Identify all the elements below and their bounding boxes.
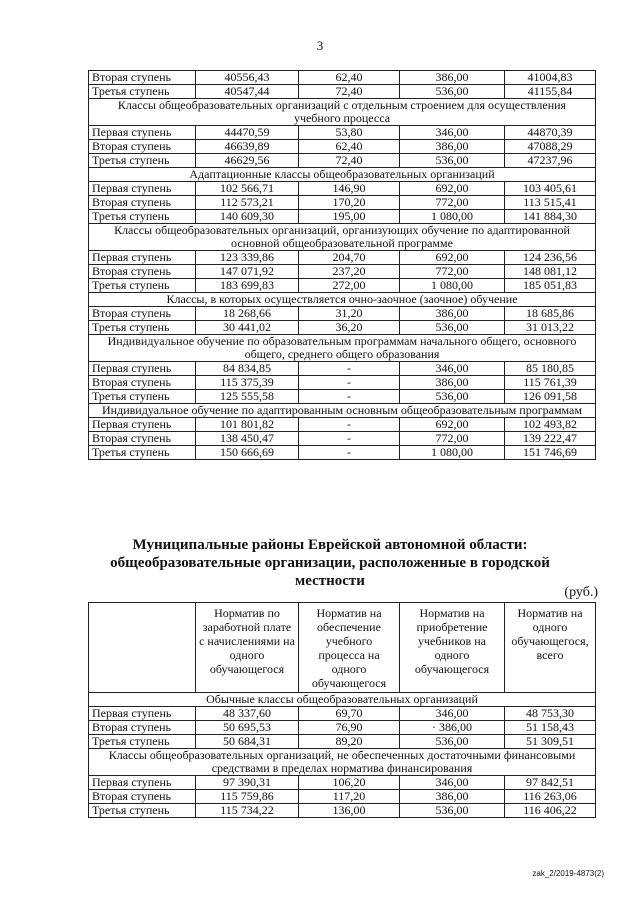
process-norm-cell: 62,40 bbox=[299, 140, 400, 154]
salary-norm-cell: 112 573,21 bbox=[196, 196, 299, 210]
row-label: Вторая ступень bbox=[89, 432, 196, 446]
table-row bbox=[89, 265, 596, 279]
total-norm-cell: 44870,39 bbox=[505, 126, 596, 140]
books-norm-cell: 386,00 bbox=[400, 376, 505, 390]
section-row bbox=[89, 335, 596, 362]
process-norm-cell: 62,40 bbox=[299, 71, 400, 85]
header-blank bbox=[89, 603, 196, 693]
row-label: Первая ступень bbox=[89, 251, 196, 265]
row-label: Первая ступень bbox=[89, 362, 196, 376]
table-row bbox=[89, 154, 596, 168]
books-norm-cell: · 386,00 bbox=[400, 721, 505, 735]
books-norm-cell: 346,00 bbox=[400, 707, 505, 721]
header-total-norm: Норматив на одного обучающегося, всего bbox=[505, 603, 596, 693]
table-row bbox=[89, 126, 596, 140]
row-label: Третья ступень bbox=[89, 321, 196, 335]
section-title: Классы, в которых осуществляется очно-заочное (заочное) обучение bbox=[89, 293, 596, 307]
section-row bbox=[89, 293, 596, 307]
books-norm-cell: 536,00 bbox=[400, 321, 505, 335]
table-row bbox=[89, 790, 596, 804]
process-norm-cell: 195,00 bbox=[299, 210, 400, 224]
section-title: Адаптационные классы общеобразовательных организаций bbox=[89, 168, 596, 182]
books-norm-cell: 1 080,00 bbox=[400, 279, 505, 293]
total-norm-cell: 41155,84 bbox=[505, 85, 596, 99]
row-label: Вторая ступень bbox=[89, 140, 196, 154]
row-label: Первая ступень bbox=[89, 418, 196, 432]
row-label: Вторая ступень bbox=[89, 376, 196, 390]
total-norm-cell: 139 222,47 bbox=[505, 432, 596, 446]
row-label: Третья ступень bbox=[89, 390, 196, 404]
table-row bbox=[89, 721, 596, 735]
section-row bbox=[89, 168, 596, 182]
row-label: Третья ступень bbox=[89, 446, 196, 460]
table-row bbox=[89, 362, 596, 376]
total-norm-cell: 103 405,61 bbox=[505, 182, 596, 196]
total-norm-cell: 48 753,30 bbox=[505, 707, 596, 721]
salary-norm-cell: 50 684,31 bbox=[196, 735, 299, 749]
table-row bbox=[89, 251, 596, 265]
section-row bbox=[89, 693, 596, 707]
process-norm-cell: 204,70 bbox=[299, 251, 400, 265]
salary-norm-cell: 40556,43 bbox=[196, 71, 299, 85]
books-norm-cell: 536,00 bbox=[400, 390, 505, 404]
books-norm-cell: 386,00 bbox=[400, 71, 505, 85]
process-norm-cell: 106,20 bbox=[299, 776, 400, 790]
salary-norm-cell: 50 695,53 bbox=[196, 721, 299, 735]
process-norm-cell: 31,20 bbox=[299, 307, 400, 321]
salary-norm-cell: 125 555,58 bbox=[196, 390, 299, 404]
table-row bbox=[89, 321, 596, 335]
salary-norm-cell: 84 834,85 bbox=[196, 362, 299, 376]
table-row bbox=[89, 182, 596, 196]
books-norm-cell: 346,00 bbox=[400, 126, 505, 140]
process-norm-cell: - bbox=[299, 390, 400, 404]
table-row bbox=[89, 196, 596, 210]
total-norm-cell: 113 515,41 bbox=[505, 196, 596, 210]
table-row bbox=[89, 776, 596, 790]
process-norm-cell: 146,90 bbox=[299, 182, 400, 196]
process-norm-cell: - bbox=[299, 376, 400, 390]
salary-norm-cell: 138 450,47 bbox=[196, 432, 299, 446]
salary-norm-cell: 101 801,82 bbox=[196, 418, 299, 432]
total-norm-cell: 185 051,83 bbox=[505, 279, 596, 293]
books-norm-cell: 386,00 bbox=[400, 140, 505, 154]
total-norm-cell: 31 013,22 bbox=[505, 321, 596, 335]
salary-norm-cell: 30 441,02 bbox=[196, 321, 299, 335]
salary-norm-cell: 140 609,30 bbox=[196, 210, 299, 224]
salary-norm-cell: 40547,44 bbox=[196, 85, 299, 99]
salary-norm-cell: 115 759,86 bbox=[196, 790, 299, 804]
process-norm-cell: 76,90 bbox=[299, 721, 400, 735]
total-norm-cell: 41004,83 bbox=[505, 71, 596, 85]
total-norm-cell: 47088,29 bbox=[505, 140, 596, 154]
total-norm-cell: 51 158,43 bbox=[505, 721, 596, 735]
process-norm-cell: - bbox=[299, 432, 400, 446]
total-norm-cell: 148 081,12 bbox=[505, 265, 596, 279]
table-row bbox=[89, 71, 596, 85]
norms-table-urban bbox=[88, 602, 596, 818]
total-norm-cell: 124 236,56 bbox=[505, 251, 596, 265]
section-title: Классы общеобразовательных организаций, организующих обучение по адаптированной основной общеобразовательной программе bbox=[89, 224, 596, 251]
books-norm-cell: 386,00 bbox=[400, 790, 505, 804]
row-label: Первая ступень bbox=[89, 126, 196, 140]
table-row bbox=[89, 735, 596, 749]
salary-norm-cell: 44470,59 bbox=[196, 126, 299, 140]
process-norm-cell: 117,20 bbox=[299, 790, 400, 804]
row-label: Третья ступень bbox=[89, 210, 196, 224]
row-label: Вторая ступень bbox=[89, 721, 196, 735]
salary-norm-cell: 183 699,83 bbox=[196, 279, 299, 293]
total-norm-cell: 97 842,51 bbox=[505, 776, 596, 790]
header-books-norm: Норматив на приобретение учебников на одного обучающегося bbox=[400, 603, 505, 693]
books-norm-cell: 536,00 bbox=[400, 804, 505, 818]
salary-norm-cell: 102 566,71 bbox=[196, 182, 299, 196]
row-label: Первая ступень bbox=[89, 182, 196, 196]
salary-norm-cell: 115 375,39 bbox=[196, 376, 299, 390]
books-norm-cell: 536,00 bbox=[400, 85, 505, 99]
header-row bbox=[89, 603, 596, 693]
table-row bbox=[89, 307, 596, 321]
total-norm-cell: 51 309,51 bbox=[505, 735, 596, 749]
total-norm-cell: 85 180,85 bbox=[505, 362, 596, 376]
table-row bbox=[89, 210, 596, 224]
total-norm-cell: 115 761,39 bbox=[505, 376, 596, 390]
total-norm-cell: 116 263,06 bbox=[505, 790, 596, 804]
table-row bbox=[89, 390, 596, 404]
table-row bbox=[89, 707, 596, 721]
row-label: Третья ступень bbox=[89, 85, 196, 99]
total-norm-cell: 18 685,86 bbox=[505, 307, 596, 321]
section-title: Классы общеобразовательных организаций, не обеспеченных достаточными финансовыми средствами в пределах норматива финансирования bbox=[89, 749, 596, 776]
books-norm-cell: 772,00 bbox=[400, 265, 505, 279]
process-norm-cell: 237,20 bbox=[299, 265, 400, 279]
table-row bbox=[89, 279, 596, 293]
salary-norm-cell: 48 337,60 bbox=[196, 707, 299, 721]
salary-norm-cell: 150 666,69 bbox=[196, 446, 299, 460]
row-label: Вторая ступень bbox=[89, 196, 196, 210]
header-salary-norm: Норматив по заработной плате с начислениями на одного обучающегося bbox=[196, 603, 299, 693]
process-norm-cell: - bbox=[299, 418, 400, 432]
section-row bbox=[89, 224, 596, 251]
row-label: Вторая ступень bbox=[89, 307, 196, 321]
process-norm-cell: 272,00 bbox=[299, 279, 400, 293]
row-label: Третья ступень bbox=[89, 735, 196, 749]
books-norm-cell: 346,00 bbox=[400, 776, 505, 790]
process-norm-cell: - bbox=[299, 446, 400, 460]
table-row bbox=[89, 446, 596, 460]
total-norm-cell: 126 091,58 bbox=[505, 390, 596, 404]
salary-norm-cell: 46629,56 bbox=[196, 154, 299, 168]
salary-norm-cell: 123 339,86 bbox=[196, 251, 299, 265]
section-row bbox=[89, 99, 596, 126]
table-row bbox=[89, 418, 596, 432]
books-norm-cell: 692,00 bbox=[400, 418, 505, 432]
total-norm-cell: 141 884,30 bbox=[505, 210, 596, 224]
total-norm-cell: 102 493,82 bbox=[505, 418, 596, 432]
process-norm-cell: 170,20 bbox=[299, 196, 400, 210]
process-norm-cell: - bbox=[299, 362, 400, 376]
total-norm-cell: 116 406,22 bbox=[505, 804, 596, 818]
books-norm-cell: 386,00 bbox=[400, 307, 505, 321]
table-row bbox=[89, 85, 596, 99]
section-heading: Муниципальные районы Еврейской автономной области: общеобразовательные организации, расположенные в городской местности bbox=[110, 537, 550, 589]
process-norm-cell: 89,20 bbox=[299, 735, 400, 749]
page-number: 3 bbox=[316, 38, 324, 53]
salary-norm-cell: 18 268,66 bbox=[196, 307, 299, 321]
books-norm-cell: 536,00 bbox=[400, 154, 505, 168]
row-label: Вторая ступень bbox=[89, 71, 196, 85]
row-label: Вторая ступень bbox=[89, 790, 196, 804]
salary-norm-cell: 97 390,31 bbox=[196, 776, 299, 790]
books-norm-cell: 772,00 bbox=[400, 196, 505, 210]
section-title: Обычные классы общеобразовательных организаций bbox=[89, 693, 596, 707]
section-row bbox=[89, 404, 596, 418]
currency-unit: (руб.) bbox=[564, 585, 598, 600]
process-norm-cell: 36,20 bbox=[299, 321, 400, 335]
salary-norm-cell: 115 734,22 bbox=[196, 804, 299, 818]
row-label: Третья ступень bbox=[89, 154, 196, 168]
process-norm-cell: 69,70 bbox=[299, 707, 400, 721]
table-row bbox=[89, 432, 596, 446]
section-row bbox=[89, 749, 596, 776]
salary-norm-cell: 147 071,92 bbox=[196, 265, 299, 279]
row-label: Вторая ступень bbox=[89, 265, 196, 279]
document-code: zak_2/2019-4873(2) bbox=[532, 869, 604, 878]
section-title: Индивидуальное обучение по образовательным программам начального общего, основного общего, среднего общего образования bbox=[89, 335, 596, 362]
section-title: Индивидуальное обучение по адаптированным основным общеобразовательным программам bbox=[89, 404, 596, 418]
books-norm-cell: 1 080,00 bbox=[400, 210, 505, 224]
table-row bbox=[89, 804, 596, 818]
row-label: Третья ступень bbox=[89, 804, 196, 818]
books-norm-cell: 346,00 bbox=[400, 362, 505, 376]
table-row bbox=[89, 140, 596, 154]
section-title: Классы общеобразовательных организаций с отдельным строением для осуществления учебного процесса bbox=[89, 99, 596, 126]
books-norm-cell: 692,00 bbox=[400, 251, 505, 265]
process-norm-cell: 72,40 bbox=[299, 154, 400, 168]
books-norm-cell: 536,00 bbox=[400, 735, 505, 749]
norms-table-continued bbox=[88, 70, 596, 460]
total-norm-cell: 151 746,69 bbox=[505, 446, 596, 460]
process-norm-cell: 72,40 bbox=[299, 85, 400, 99]
header-process-norm: Норматив на обеспечение учебного процесса на одного обучающегося bbox=[299, 603, 400, 693]
books-norm-cell: 1 080,00 bbox=[400, 446, 505, 460]
row-label: Первая ступень bbox=[89, 707, 196, 721]
books-norm-cell: 772,00 bbox=[400, 432, 505, 446]
row-label: Третья ступень bbox=[89, 279, 196, 293]
process-norm-cell: 53,80 bbox=[299, 126, 400, 140]
process-norm-cell: 136,00 bbox=[299, 804, 400, 818]
row-label: Первая ступень bbox=[89, 776, 196, 790]
table-row bbox=[89, 376, 596, 390]
salary-norm-cell: 46639,89 bbox=[196, 140, 299, 154]
total-norm-cell: 47237,96 bbox=[505, 154, 596, 168]
books-norm-cell: 692,00 bbox=[400, 182, 505, 196]
